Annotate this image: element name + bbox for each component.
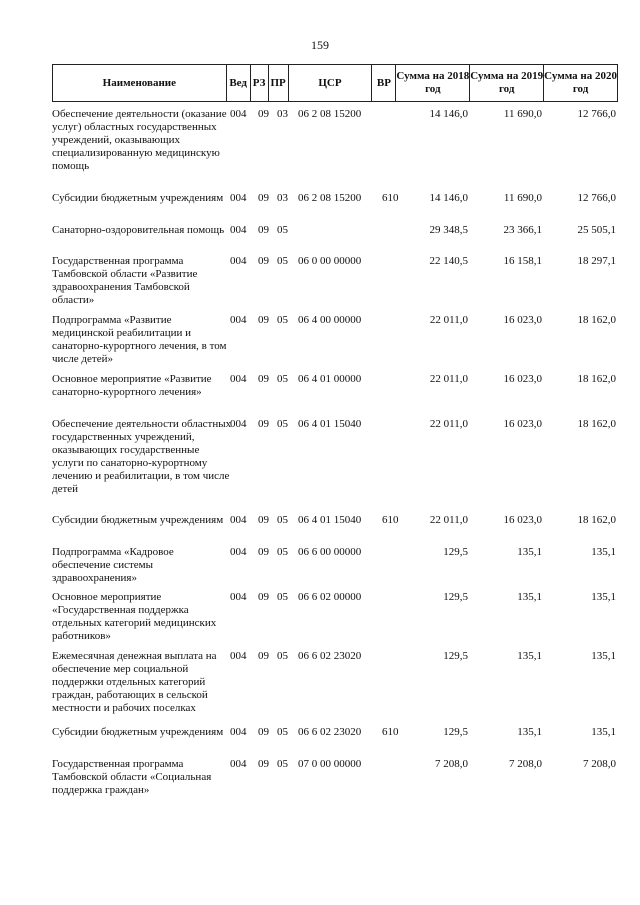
row-sum-2020: 18 162,0	[577, 514, 616, 526]
row-sum-2018: 22 140,5	[429, 255, 468, 267]
row-sum-2018: 22 011,0	[429, 418, 468, 430]
row-sum-2018: 129,5	[443, 726, 468, 738]
row-sum-2019: 16 023,0	[503, 373, 542, 385]
row-sum-2019: 7 208,0	[509, 758, 542, 770]
row-rz: 09	[258, 514, 269, 526]
row-sum-2019: 135,1	[517, 726, 542, 738]
row-sum-2018: 22 011,0	[429, 514, 468, 526]
row-rz: 09	[258, 418, 269, 430]
header-rz: РЗ	[251, 65, 269, 101]
row-rz: 09	[258, 650, 269, 662]
row-sum-2019: 135,1	[517, 546, 542, 558]
row-sum-2019: 135,1	[517, 591, 542, 603]
row-name: Ежемесячная денежная выплата на обеспечение мер социальной поддержки отдельных категорий граждан, работающих в сельской местности и рабочих поселках	[52, 650, 217, 714]
row-csr: 06 2 08 15200	[298, 108, 362, 120]
row-name: Субсидии бюджетным учреждениям	[52, 192, 224, 204]
row-ved: 004	[230, 373, 247, 385]
row-sum-2020: 12 766,0	[577, 192, 616, 204]
header-csr: ЦСР	[289, 65, 373, 101]
row-sum-2019: 16 023,0	[503, 514, 542, 526]
row-rz: 09	[258, 224, 269, 236]
row-sum-2019: 16 023,0	[503, 314, 542, 326]
row-pr: 05	[277, 224, 288, 236]
row-rz: 09	[258, 373, 269, 385]
row-csr: 06 4 01 15040	[298, 514, 362, 526]
row-sum-2020: 18 162,0	[577, 314, 616, 326]
row-sum-2018: 14 146,0	[429, 108, 468, 120]
row-pr: 05	[277, 726, 288, 738]
row-csr: 07 0 00 00000	[298, 758, 362, 770]
header-name: Наименование	[53, 65, 227, 101]
row-csr: 06 6 00 00000	[298, 546, 362, 558]
row-ved: 004	[230, 108, 247, 120]
row-ved: 004	[230, 546, 247, 558]
header-ved: Вед	[227, 65, 251, 101]
row-name: Основное мероприятие «Государственная поддержка отдельных категорий медицинских работников»	[52, 591, 217, 642]
row-name: Обеспечение деятельности областных государственных учреждений, оказывающих государственные услуги по санаторно-курортному лечению и реабилитации, в том числе детей	[52, 418, 232, 495]
row-pr: 05	[277, 418, 288, 430]
header-sum-2018: Сумма на 2018 год	[396, 65, 470, 101]
row-pr: 03	[277, 192, 288, 204]
row-name: Государственная программа Тамбовской области «Социальная поддержка граждан»	[52, 758, 212, 796]
row-sum-2020: 18 162,0	[577, 418, 616, 430]
row-ved: 004	[230, 591, 247, 603]
row-ved: 004	[230, 726, 247, 738]
row-sum-2018: 129,5	[443, 591, 468, 603]
row-csr: 06 2 08 15200	[298, 192, 362, 204]
row-vr: 610	[382, 514, 399, 526]
row-pr: 05	[277, 373, 288, 385]
row-name: Государственная программа Тамбовской области «Развитие здравоохранения Тамбовской области»	[52, 255, 198, 306]
row-sum-2018: 129,5	[443, 650, 468, 662]
row-rz: 09	[258, 192, 269, 204]
row-sum-2018: 129,5	[443, 546, 468, 558]
row-ved: 004	[230, 192, 247, 204]
row-sum-2020: 25 505,1	[577, 224, 616, 236]
row-sum-2018: 14 146,0	[429, 192, 468, 204]
row-ved: 004	[230, 758, 247, 770]
row-rz: 09	[258, 591, 269, 603]
row-vr: 610	[382, 192, 399, 204]
row-ved: 004	[230, 514, 247, 526]
row-ved: 004	[230, 418, 247, 430]
row-csr: 06 4 01 15040	[298, 418, 362, 430]
header-sum-2019: Сумма на 2019 год	[470, 65, 544, 101]
header-sum-2020: Сумма на 2020 год	[544, 65, 618, 101]
row-pr: 05	[277, 255, 288, 267]
row-rz: 09	[258, 314, 269, 326]
row-sum-2019: 135,1	[517, 650, 542, 662]
row-sum-2020: 135,1	[591, 650, 616, 662]
row-pr: 05	[277, 758, 288, 770]
row-pr: 05	[277, 314, 288, 326]
row-pr: 05	[277, 546, 288, 558]
row-vr: 610	[382, 726, 399, 738]
table-header	[52, 64, 618, 102]
row-sum-2019: 16 023,0	[503, 418, 542, 430]
row-name: Санаторно-оздоровительная помощь	[52, 224, 225, 236]
row-ved: 004	[230, 314, 247, 326]
row-sum-2020: 135,1	[591, 591, 616, 603]
row-name: Подпрограмма «Кадровое обеспечение системы здравоохранения»	[52, 546, 174, 584]
row-sum-2019: 23 366,1	[503, 224, 542, 236]
row-sum-2020: 7 208,0	[583, 758, 616, 770]
row-sum-2020: 135,1	[591, 546, 616, 558]
row-ved: 004	[230, 650, 247, 662]
row-sum-2018: 22 011,0	[429, 373, 468, 385]
row-name: Субсидии бюджетным учреждениям	[52, 726, 224, 738]
row-csr: 06 6 02 00000	[298, 591, 362, 603]
row-pr: 05	[277, 650, 288, 662]
row-pr: 03	[277, 108, 288, 120]
row-name: Подпрограмма «Развитие медицинской реабилитации и санаторно-курортного лечения, в том числе детей»	[52, 314, 227, 365]
row-ved: 004	[230, 224, 247, 236]
row-name: Основное мероприятие «Развитие санаторно-курортного лечения»	[52, 373, 212, 398]
row-csr: 06 6 02 23020	[298, 650, 362, 662]
row-pr: 05	[277, 591, 288, 603]
row-rz: 09	[258, 726, 269, 738]
row-rz: 09	[258, 546, 269, 558]
row-pr: 05	[277, 514, 288, 526]
row-sum-2020: 135,1	[591, 726, 616, 738]
row-csr: 06 6 02 23020	[298, 726, 362, 738]
row-csr: 06 0 00 00000	[298, 255, 362, 267]
row-sum-2019: 16 158,1	[503, 255, 542, 267]
row-sum-2019: 11 690,0	[503, 192, 542, 204]
row-sum-2018: 22 011,0	[429, 314, 468, 326]
page-number: 159	[311, 38, 329, 52]
row-sum-2020: 18 162,0	[577, 373, 616, 385]
budget-table	[52, 64, 618, 796]
row-csr: 06 4 00 00000	[298, 314, 362, 326]
header-pr: ПР	[269, 65, 289, 101]
row-name: Субсидии бюджетным учреждениям	[52, 514, 224, 526]
row-sum-2019: 11 690,0	[503, 108, 542, 120]
header-vr: ВР	[372, 65, 396, 101]
row-rz: 09	[258, 758, 269, 770]
row-sum-2018: 7 208,0	[435, 758, 468, 770]
row-sum-2018: 29 348,5	[429, 224, 468, 236]
row-sum-2020: 18 297,1	[577, 255, 616, 267]
row-rz: 09	[258, 255, 269, 267]
row-csr: 06 4 01 00000	[298, 373, 362, 385]
row-sum-2020: 12 766,0	[577, 108, 616, 120]
row-ved: 004	[230, 255, 247, 267]
row-name: Обеспечение деятельности (оказание услуг) областных государственных учреждений, оказывающих специализированную медицинскую помощь	[52, 108, 227, 172]
row-rz: 09	[258, 108, 269, 120]
